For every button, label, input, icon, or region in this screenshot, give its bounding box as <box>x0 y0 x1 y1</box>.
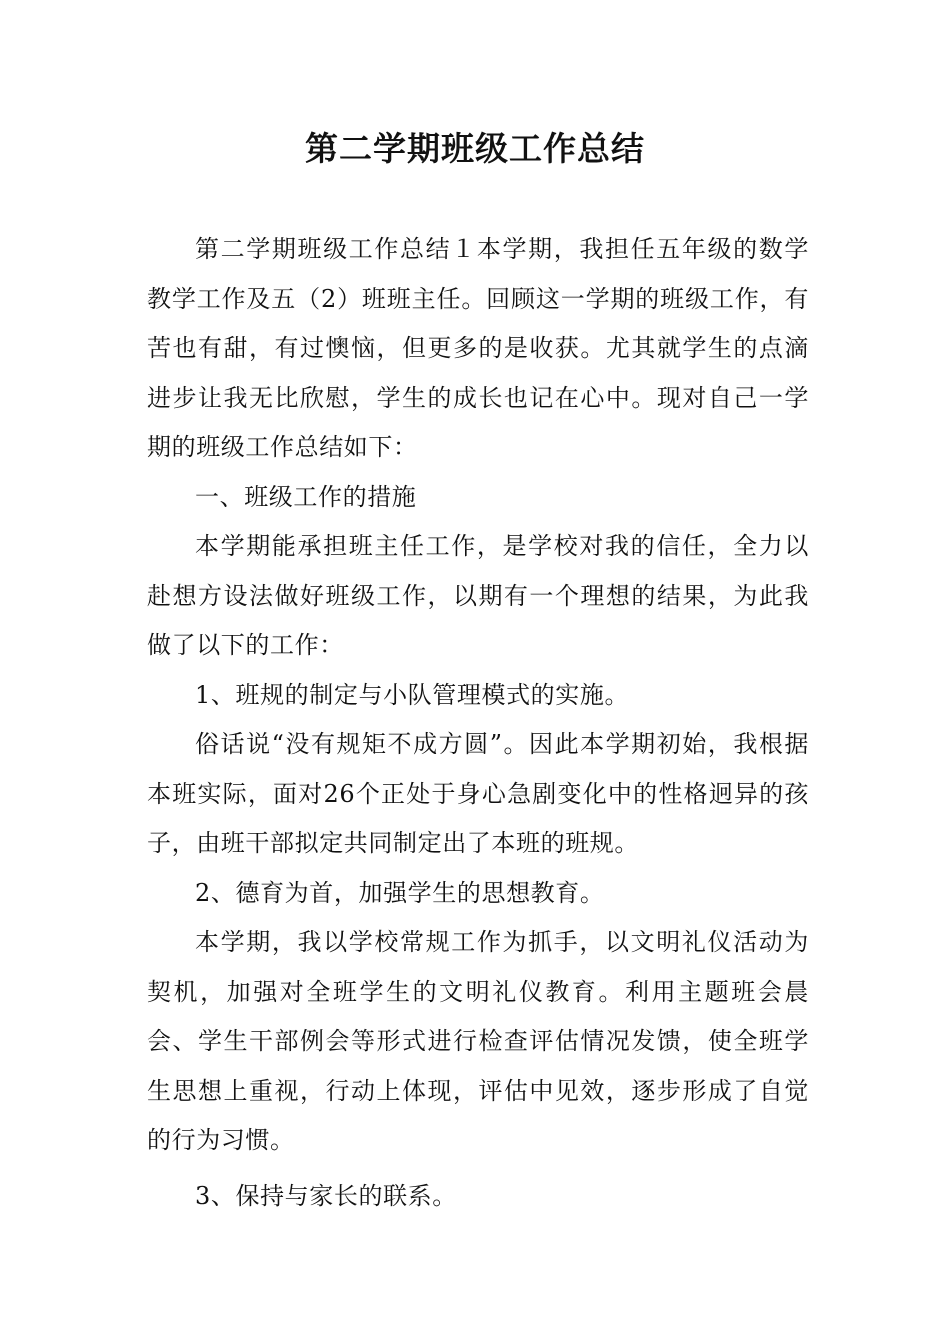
paragraph-measures: 本学期能承担班主任工作，是学校对我的信任，全力以赴想方设法做好班级工作，以期有一个理想的结果，为此我做了以下的工作： <box>147 532 809 659</box>
subheading-class-rules: 1、班规的制定与小队管理模式的实施。 <box>195 680 630 709</box>
subheading-parent-contact: 3、保持与家长的联系。 <box>195 1181 457 1210</box>
document-body <box>147 225 809 1221</box>
paragraph-intro: 第二学期班级工作总结１本学期，我担任五年级的数学教学工作及五（2）班班主任。回顾这一学期的班级工作，有苦也有甜，有过懊恼，但更多的是收获。尤其就学生的点滴进步让我无比欣慰，学生的成长也记在心中。现对自己一学期的班级工作总结如下： <box>147 235 809 461</box>
paragraph-class-rules: 俗话说“没有规矩不成方圆”。因此本学期初始，我根据本班实际，面对26个正处于身心急剧变化中的性格迥异的孩子，由班干部拟定共同制定出了本班的班规。 <box>147 730 809 857</box>
paragraph-moral-education: 本学期，我以学校常规工作为抓手，以文明礼仪活动为契机，加强对全班学生的文明礼仪教育。利用主题班会晨会、学生干部例会等形式进行检查评估情况发馈，使全班学生思想上重视，行动上体现，评估中见效，逐步形成了自觉的行为习惯。 <box>147 928 809 1154</box>
subheading-moral-education: 2、德育为首，加强学生的思想教育。 <box>195 878 605 907</box>
section-heading-measures: 一、班级工作的措施 <box>195 482 417 511</box>
document-title: 第二学期班级工作总结 <box>305 129 645 168</box>
